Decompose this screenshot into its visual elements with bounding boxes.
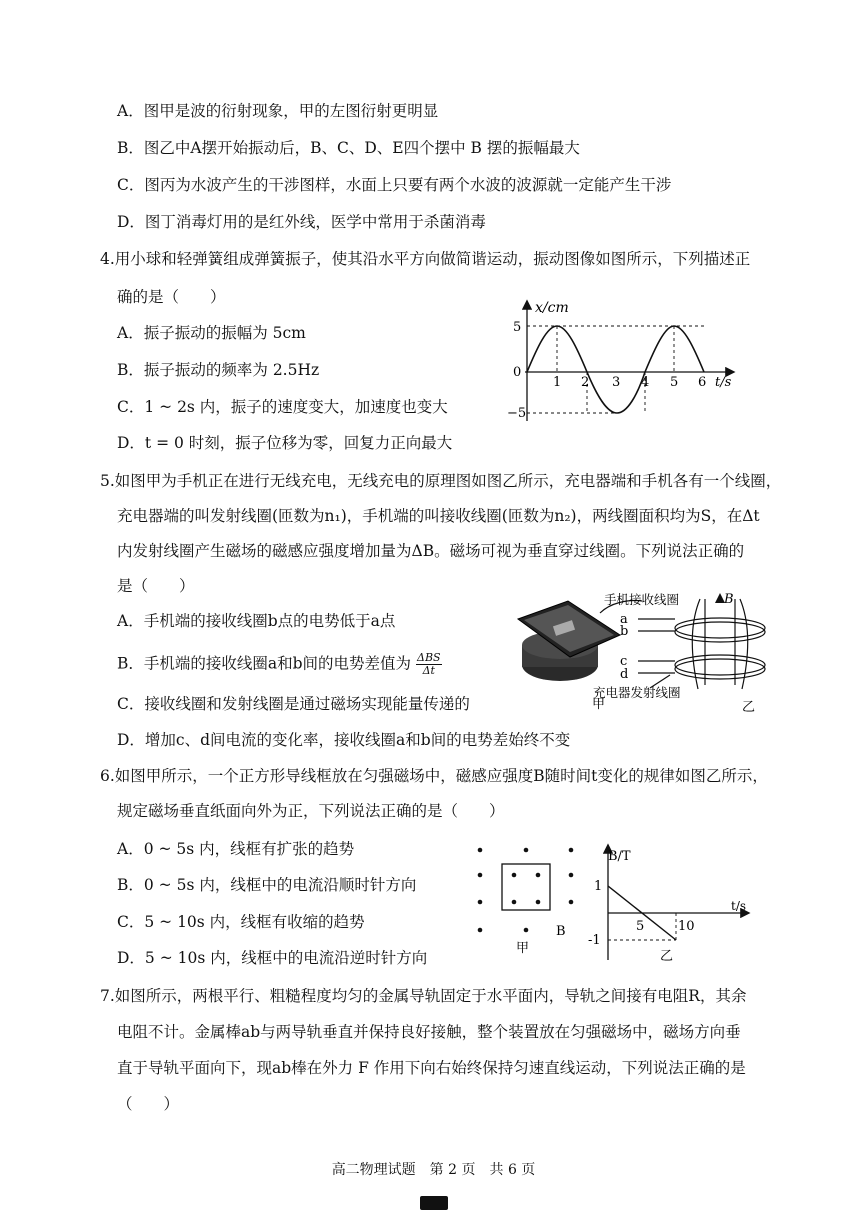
q5-option-a: A．手机端的接收线圈b点的电势低于a点 [117, 612, 396, 630]
q5-fig-jia: 甲 [592, 697, 606, 712]
q6-option-b: B．0 ~ 5s 内，线框中的电流沿顺时针方向 [117, 876, 417, 894]
q4-xtick-4: 4 [641, 375, 650, 390]
q7-stem-line4: （ ） [117, 1095, 180, 1113]
q5-stem-line3: 内发射线圈产生磁场的磁感应强度增加量为ΔB。磁场可视为垂直穿过线圈。下列说法正确的 [117, 542, 745, 560]
q4-option-a: A．振子振动的振幅为 5cm [117, 324, 306, 342]
q4-xtick-2: 2 [581, 375, 590, 390]
q5-fig-b: b [620, 624, 629, 639]
q4-ytick-neg5: −5 [507, 406, 527, 421]
q6-fig-jia: 甲 [516, 941, 530, 956]
q4-graph-xlabel: t/s [715, 375, 732, 390]
q4-xtick-5: 5 [670, 375, 679, 390]
q5-stem-line1: 5.如图甲为手机正在进行无线充电，无线充电的原理图如图乙所示，充电器端和手机各有一个线圈， [100, 472, 782, 490]
q4-xtick-1: 1 [553, 375, 562, 390]
q6-stem-line2: 规定磁场垂直纸面向外为正，下列说法正确的是（ ） [117, 802, 505, 820]
q4-ytick-5: 5 [513, 320, 522, 335]
q6-graph-xlabel: t/s [731, 899, 747, 913]
q6-stem-line1: 6.如图甲所示，一个正方形导线框放在匀强磁场中，磁感应强度B随时间t变化的规律如图乙所示， [100, 767, 768, 785]
q7-stem-line1: 7.如图所示，两根平行、粗糙程度均匀的金属导轨固定于水平面内，导轨之间接有电阻R，其余 [100, 987, 747, 1005]
q6-figure-jia [470, 840, 585, 965]
q6-square-frame [502, 864, 550, 910]
q5-option-d: D．增加c、d间电流的变化率，接收线圈a和b间的电势差始终不变 [117, 731, 571, 749]
q5-recv-coil-label: 手机接收线圈 [604, 592, 680, 607]
q5-fig-B: B [724, 592, 734, 607]
q6-ytick-neg1: -1 [588, 933, 601, 948]
q4-sine-curve [527, 326, 707, 413]
q5-fig-yi: 乙 [742, 700, 756, 715]
q6-option-c: C．5 ~ 10s 内，线框有收缩的趋势 [117, 913, 365, 931]
page-footer: 高二物理试题 第 2 页 共 6 页 [331, 1162, 536, 1178]
q5-stem-line2: 充电器端的叫发射线圈(匝数为n₁)，手机端的叫接收线圈(匝数为n₂)，两线圈面积均为S，在Δt [117, 507, 760, 525]
q5-fig-c: c [620, 654, 628, 669]
q3-option-b: B．图乙中A摆开始振动后，B、C、D、E四个摆中 B 摆的振幅最大 [117, 139, 580, 157]
q5-option-b-fraction [416, 652, 442, 677]
q4-ytick-0: 0 [513, 365, 522, 380]
q4-stem-line1: 4.用小球和轻弹簧组成弹簧振子，使其沿水平方向做简谐运动，振动图像如图所示，下列描述正 [100, 250, 751, 268]
q5-option-b-text: B．手机端的接收线圈a和b间的电势差值为 [117, 654, 412, 673]
q5-option-c: C．接收线圈和发射线圈是通过磁场实现能量传递的 [117, 695, 470, 713]
q3-option-d: D．图丁消毒灯用的是红外线，医学中常用于杀菌消毒 [117, 213, 486, 231]
q7-stem-line3: 直于导轨平面向下，现ab棒在外力 F 作用下向右始终保持匀速直线运动，下列说法正确的是 [117, 1059, 746, 1077]
q6-ytick-1: 1 [594, 879, 603, 894]
q4-option-c: C．1 ~ 2s 内，振子的速度变大，加速度也变大 [117, 398, 448, 416]
q5-fig-a: a [620, 612, 628, 627]
q4-stem-line2: 确的是（ ） [117, 288, 226, 306]
footer-black-mark [420, 1196, 448, 1210]
q5-fraction-denominator: Δt [422, 664, 435, 677]
q6-option-d: D．5 ~ 10s 内，线框中的电流沿逆时针方向 [117, 949, 428, 967]
q5-option-b [117, 652, 442, 677]
q5-fraction-numerator: ΔBS [417, 651, 441, 664]
q7-stem-line2: 电阻不计。金属棒ab与两导轨垂直并保持良好接触，整个装置放在匀强磁场中，磁场方向垂 [117, 1023, 741, 1041]
q5-fig-d: d [620, 667, 629, 682]
q6-field-dots [478, 848, 574, 933]
q6-graph-ylabel: B/T [608, 849, 631, 864]
q6-option-a: A．0 ~ 5s 内，线框有扩张的趋势 [117, 840, 355, 858]
q3-option-a: A．图甲是波的衍射现象，甲的左图衍射更明显 [117, 102, 439, 120]
q6-xtick-5: 5 [636, 919, 645, 934]
q5-coil-diagram [638, 599, 765, 689]
q5-stem-line4: 是（ ） [117, 577, 195, 595]
q4-xtick-6: 6 [698, 375, 707, 390]
q4-graph-ylabel: x/cm [535, 300, 569, 316]
q4-xtick-3: 3 [612, 375, 621, 390]
q3-option-c: C．图丙为水波产生的干涉图样，水面上只要有两个水波的波源就一定能产生干涉 [117, 176, 672, 194]
q4-option-d: D．t = 0 时刻，振子位移为零，回复力正向最大 [117, 434, 453, 452]
q6-bt-graph [588, 840, 763, 965]
q4-option-b: B．振子振动的频率为 2.5Hz [117, 361, 320, 379]
q4-vibration-graph [505, 296, 745, 426]
q6-fig-B-label: B [556, 924, 566, 939]
q5-figure [510, 583, 775, 718]
q5-send-coil-label: 充电器发射线圈 [593, 685, 681, 700]
q6-xtick-10: 10 [678, 919, 695, 934]
q6-fig-yi: 乙 [660, 949, 674, 964]
